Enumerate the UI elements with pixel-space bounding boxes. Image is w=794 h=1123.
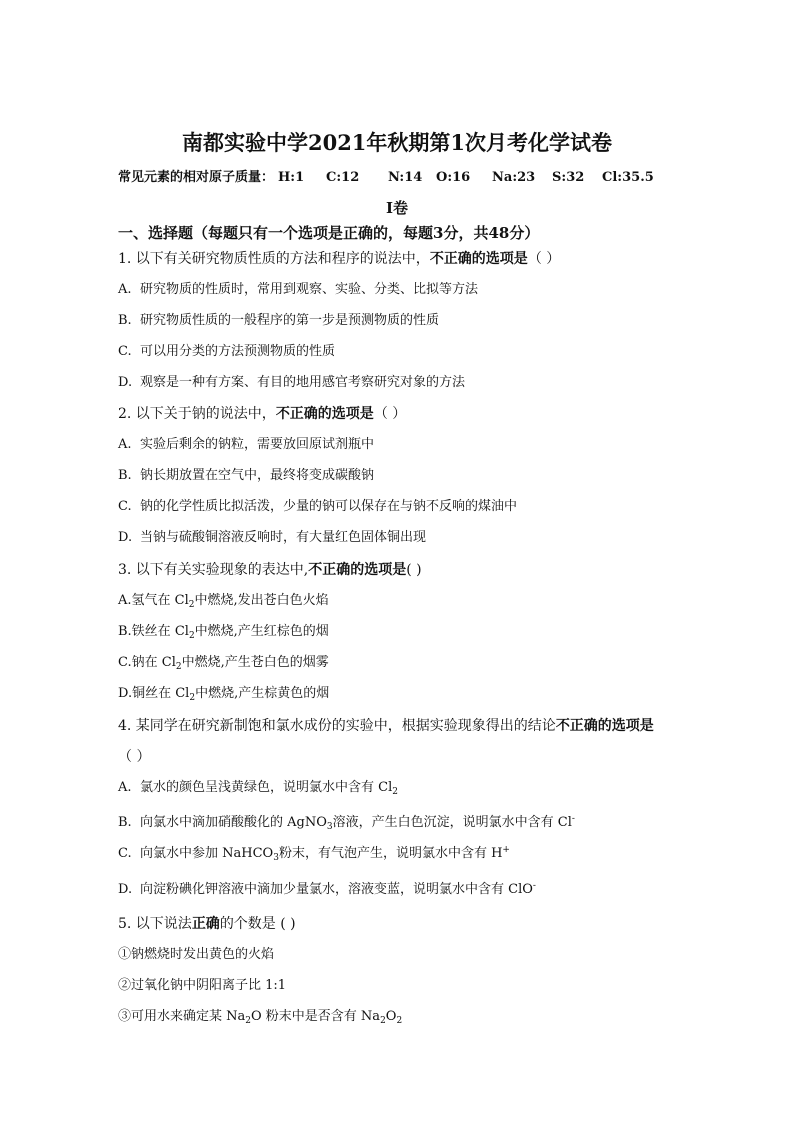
option-text: 中燃烧,产生棕黄色的烟	[195, 686, 330, 701]
mass-o: O:16	[436, 170, 471, 185]
question-3-bracket: ( )	[406, 562, 422, 578]
question-3-option-d	[118, 685, 329, 707]
atomic-masses-line	[118, 166, 654, 185]
mass-n: N:14	[388, 170, 423, 185]
question-5-item-3	[118, 1008, 402, 1030]
subscript: 2	[189, 693, 196, 703]
question-1-option-a	[118, 281, 478, 299]
question-3-option-a	[118, 592, 329, 614]
option-key: C.	[118, 499, 132, 514]
mass-cl: Cl:35.5	[602, 170, 654, 185]
item-text: O	[385, 1009, 397, 1024]
option-text: 研究物质性质的一般程序的第一步是预测物质的性质	[140, 313, 440, 328]
option-key: C.	[118, 846, 132, 861]
option-key: A.	[118, 780, 132, 795]
question-1-stem	[118, 250, 560, 268]
option-key: B.	[118, 468, 132, 483]
option-text: 钠的化学性质比拟活泼，少量的钠可以保存在与钠不反响的煤油中	[140, 499, 518, 514]
option-key: B.	[118, 815, 132, 830]
option-text: 中燃烧,发出苍白色火焰	[194, 593, 329, 608]
question-3-text: 3. 以下有关实验现象的表达中,	[118, 562, 309, 578]
question-3-stem	[118, 561, 422, 579]
option-text: B.铁丝在 Cl	[118, 624, 189, 639]
item-text: O 粉末中是否含有 Na	[251, 1009, 381, 1024]
question-3-option-b	[118, 623, 329, 645]
question-2-option-a	[118, 436, 374, 454]
option-text: C.钠在 Cl	[118, 655, 176, 670]
mass-na: Na:23	[492, 170, 536, 185]
subscript: 3	[326, 822, 333, 832]
atomic-masses-label: 常见元素的相对原子质量：	[118, 170, 275, 185]
question-2-stem	[118, 405, 406, 423]
mass-s: S:32	[552, 170, 585, 185]
question-4-text: 4. 某同学在研究新制饱和氯水成份的实验中，根据实验现象得出的结论	[118, 718, 556, 734]
option-text: 氯水的颜色呈浅黄绿色，说明氯水中含有 Cl	[140, 780, 393, 795]
question-3-option-c	[118, 654, 329, 676]
item-text: ③可用水来确定某 Na	[118, 1009, 246, 1024]
option-key: D.	[118, 375, 133, 390]
option-text: 可以用分类的方法预测物质的性质	[140, 344, 336, 359]
question-1-text: 1. 以下有关研究物质性质的方法和程序的说法中，	[118, 251, 430, 267]
exam-title: 南都实验中学2021年秋期第1次月考化学试卷	[181, 130, 613, 155]
option-text: 向氯水中参加 NaHCO	[140, 846, 274, 861]
question-5-stem	[118, 915, 296, 933]
option-key: A.	[118, 282, 132, 297]
mass-c: C:12	[326, 170, 360, 185]
section-heading: 一、选择题（每题只有一个选项是正确的，每题3分，共48分）	[118, 224, 540, 242]
subscript: 2	[175, 662, 182, 672]
option-text: 中燃烧,产生苍白色的烟雾	[181, 655, 329, 670]
mass-h: H:1	[278, 170, 305, 185]
volume-heading: I卷	[385, 199, 409, 217]
subscript: 2	[396, 1016, 403, 1026]
question-2-option-b	[118, 467, 374, 485]
question-5-text: 5. 以下说法	[118, 916, 192, 932]
option-text: 实验后剩余的钠粒，需要放回原试剂瓶中	[140, 437, 375, 452]
subscript: 2	[392, 787, 398, 797]
question-4-option-c	[118, 841, 510, 867]
question-4-option-d	[118, 877, 536, 899]
question-4-bracket: （ ）	[118, 749, 151, 765]
option-key: D.	[118, 882, 133, 897]
option-text: D.铜丝在 Cl	[118, 686, 190, 701]
option-key: D.	[118, 530, 133, 545]
question-1-option-d	[118, 374, 465, 392]
superscript: -	[532, 881, 536, 891]
superscript: +	[502, 845, 510, 855]
question-2-text: 2. 以下关于钠的说法中，	[118, 406, 276, 422]
question-2-emphasis: 不正确的选项是	[275, 406, 374, 422]
subscript: 2	[188, 600, 195, 610]
question-4-emphasis: 不正确的选项是	[555, 718, 654, 734]
question-4-stem	[118, 717, 654, 735]
question-1-emphasis: 不正确的选项是	[429, 251, 528, 267]
option-text: 中燃烧,产生红棕色的烟	[194, 624, 329, 639]
option-text: A.氢气在 Cl	[118, 593, 189, 608]
question-5-item-1: ①钠燃烧时发出黄色的火焰	[118, 947, 275, 962]
question-4-option-b	[118, 810, 575, 836]
option-text: 当钠与硫酸铜溶液反响时，有大量红色固体铜出现	[140, 530, 427, 545]
question-2-bracket: （ ）	[373, 406, 407, 422]
question-3-emphasis: 不正确的选项是	[308, 562, 407, 578]
option-text: 粉末，有气泡产生，说明氯水中含有 H	[278, 846, 503, 861]
option-text: 向淀粉碘化钾溶液中滴加少量氯水，溶液变蓝，说明氯水中含有 ClO	[140, 882, 533, 897]
question-1-option-b	[118, 312, 439, 330]
option-text: 研究物质的性质时，常用到观察、实验、分类、比拟等方法	[140, 282, 479, 297]
question-5-bracket: 的个数是 ( )	[219, 916, 296, 932]
subscript: 3	[273, 853, 279, 863]
option-text: 钠长期放置在空气中，最终将变成碳酸钠	[140, 468, 375, 483]
option-text: 溶液，产生白色沉淀，说明氯水中含有 Cl	[332, 815, 572, 830]
question-2-option-d	[118, 529, 426, 547]
question-4-option-a	[118, 779, 398, 801]
question-5-emphasis: 正确	[191, 916, 220, 932]
option-text: 向氯水中滴加硝酸酸化的 AgNO	[140, 815, 327, 830]
question-1-option-c	[118, 343, 335, 361]
option-key: A.	[118, 437, 132, 452]
subscript: 2	[188, 631, 195, 641]
superscript: -	[571, 814, 575, 824]
option-key: C.	[118, 344, 132, 359]
question-5-item-2: ②过氧化钠中阴阳离子比 1:1	[118, 978, 287, 993]
question-2-option-c	[118, 498, 517, 516]
option-key: B.	[118, 313, 132, 328]
question-1-bracket: （ ）	[527, 251, 561, 267]
subscript: 2	[380, 1016, 386, 1026]
subscript: 2	[245, 1016, 251, 1026]
option-text: 观察是一种有方案、有目的地用感官考察研究对象的方法	[140, 375, 466, 390]
